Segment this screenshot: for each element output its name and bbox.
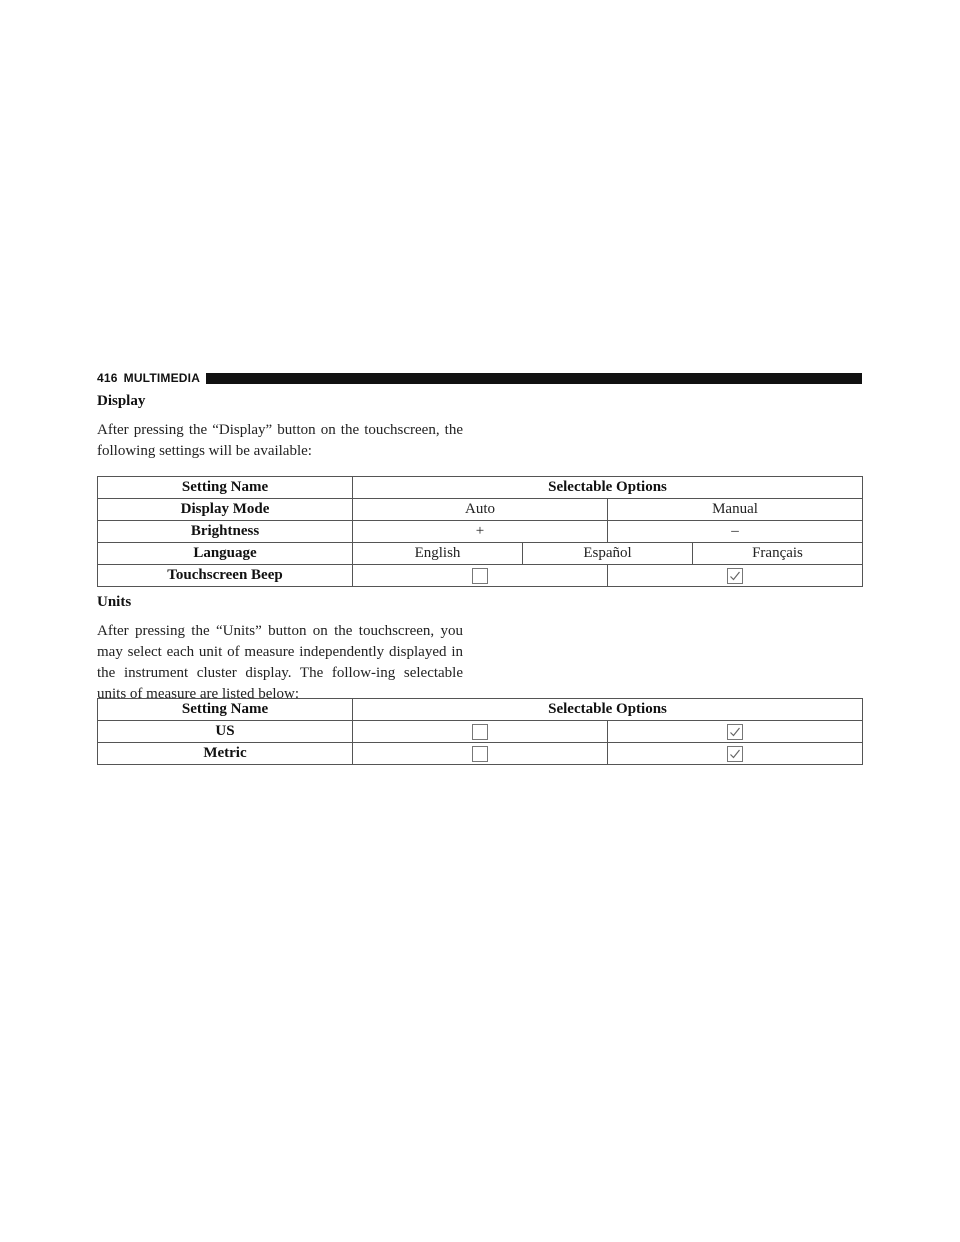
checkbox-empty-icon <box>472 568 488 584</box>
section-title: MULTIMEDIA <box>123 371 201 385</box>
option-cell: Français <box>692 543 862 564</box>
page-number: 416 <box>97 371 118 385</box>
setting-name: Display Mode <box>98 499 353 521</box>
option-cell: Auto <box>465 501 495 517</box>
checkbox-checked-icon <box>727 568 743 584</box>
display-settings-table <box>97 476 863 587</box>
checkbox-empty-icon <box>472 746 488 762</box>
table-row <box>98 521 863 543</box>
display-heading: Display <box>97 393 146 409</box>
setting-name: Language <box>98 543 353 565</box>
table-row <box>98 499 863 521</box>
column-header-setting: Setting Name <box>98 699 353 721</box>
setting-name: Brightness <box>98 521 353 543</box>
units-settings-table <box>97 698 863 765</box>
table-header-row <box>98 699 863 721</box>
option-cell: + <box>475 523 485 539</box>
column-header-options: Selectable Options <box>353 699 863 721</box>
display-paragraph: After pressing the “Display” button on the touchscreen, the following settings will be available: <box>97 422 463 459</box>
table-header-row <box>98 477 863 499</box>
option-cell: Español <box>522 543 692 564</box>
checkbox-checked-icon <box>727 724 743 740</box>
column-header-setting: Setting Name <box>98 477 353 499</box>
setting-name: Metric <box>98 743 353 765</box>
setting-name: Touchscreen Beep <box>98 565 353 587</box>
column-header-options: Selectable Options <box>353 477 863 499</box>
table-row <box>98 743 863 765</box>
option-cell: – <box>607 521 862 542</box>
checkbox-checked-icon <box>727 746 743 762</box>
page-header <box>97 370 862 386</box>
checkbox-empty-icon <box>472 724 488 740</box>
table-row <box>98 543 863 565</box>
option-cell: English <box>414 545 461 561</box>
units-heading: Units <box>97 594 132 610</box>
table-row <box>98 565 863 587</box>
option-cell: Manual <box>607 499 862 520</box>
units-paragraph: After pressing the “Units” button on the touchscreen, you may select each unit of measure independently displayed in the instrument cluster display. The follow-ing selectable units of measure are listed below: <box>97 623 463 702</box>
table-row <box>98 721 863 743</box>
header-rule <box>206 373 862 384</box>
setting-name: US <box>98 721 353 743</box>
